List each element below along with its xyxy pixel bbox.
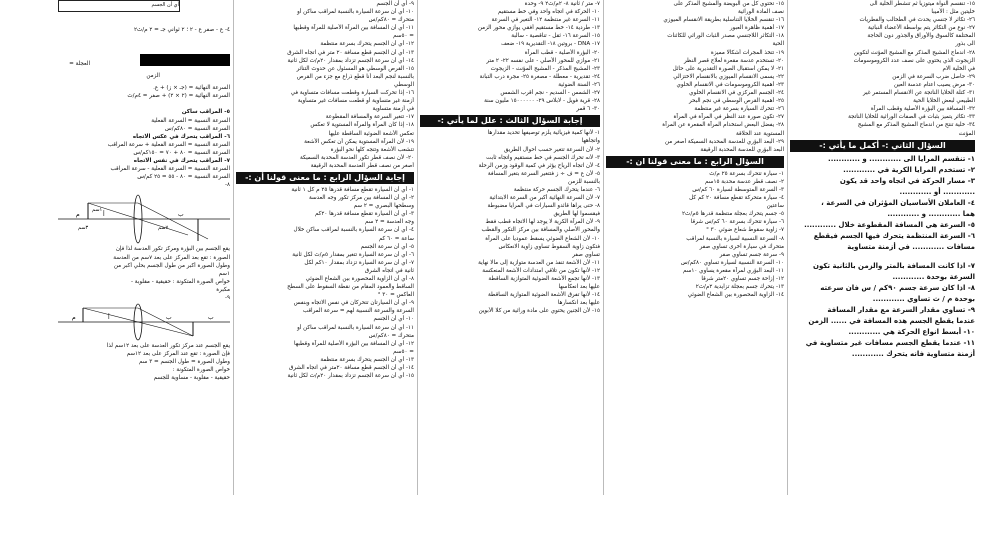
answer-line: ٢- نصف قطر عدسة محدبة ١٥سم xyxy=(705,178,784,185)
answer-line: ١٧- تتغير السرعة والمسافة المقطوعة xyxy=(325,114,414,121)
answer-line: ٨- اذا كان سرعة جسم ٩٠كم / س فان سرعته xyxy=(820,283,975,292)
answer-line: ٣- أي أن السيارة تقطع مسافة قدرها ٢٠كم xyxy=(314,211,414,218)
column-2 xyxy=(236,0,414,500)
answer-line: السرعة النهائية = (جـ × ز) + ع. xyxy=(153,85,230,92)
answer-line: = ٥٠سم xyxy=(393,348,414,355)
answer-line: ١١- لأن الأشعة تنفذ من العدسة متوازية إلى مالا نهاية xyxy=(478,259,600,266)
answer-line: العاكس = ٣٠ ° xyxy=(377,292,414,299)
answer-line: ٩- لأن المرآة الكرية لا يوجد لها الاتجاه قطب فقط xyxy=(485,219,600,226)
answer-line: ١٥- أي أن سرعة الجسم تزداد بمقدار ٢٠م/ث لكل ثانية xyxy=(287,373,414,380)
answer-line: ١٠- السرعة النسبية لسيارة تساوي ٨٠كم/س xyxy=(680,259,784,266)
diagram-label: م xyxy=(76,211,80,219)
answer-line: ١- لأنها كمية فيزيائية يلزم توصيفها تحديد مقدارها xyxy=(487,130,600,137)
diagram-label: ٧سم xyxy=(158,225,169,232)
answer-line: بالنسبة لنجم البعد أنا قطع ذراع مع جزء من القرص xyxy=(296,73,414,80)
answer-line: ٧- المراقب يتحرك في نفس الاتجاه xyxy=(133,158,230,165)
answer-line: ١٢- أي أن المسافة بين البؤرة الأصلية للمرآة وقطبها xyxy=(293,340,414,347)
answer-line: تعكس الأشعة الضوئية الساقطة عليها xyxy=(328,130,414,137)
answer-line: السرعة النسبية = ٨٠ + ٧٠ = ١٥٠كم/س xyxy=(133,149,230,156)
accel-label: العجلة = xyxy=(69,61,90,68)
answer-line: ٤- سيارة متحركة تقطع مسافة ٢٠ كم كل xyxy=(689,195,784,202)
answer-line: وطول الصورة = طول الجسم = ٣ سم xyxy=(139,359,230,366)
answer-line: ٧- أي أن سرعة السيارة تزداد بمقدار ١٠كم لكل xyxy=(304,259,414,266)
answer-line: السرعة النسبية = ٨٠ - ٥٥ = ٢٥ كم/س xyxy=(137,174,230,181)
answer-line: واتجاهها xyxy=(581,138,600,145)
answer-line: ١٥- تنقسم النواة ميتوزيا ثم تنشطر الخلية الى xyxy=(869,1,975,7)
answer-line: أزمنة متساوية فانه يتحرك ............ xyxy=(851,349,975,358)
answer-line: ٩- xyxy=(224,294,230,301)
answer-line: السرعة والسرعة النسبية لهم = سرعة المراقب xyxy=(302,308,414,315)
lens-diagram-1 xyxy=(58,189,230,245)
answer-line: ١٨- التكاثر اللاجنسي مصدر الثبات الوراثي للكائنات xyxy=(667,33,784,40)
column-4 xyxy=(606,0,784,500)
box-text: أي أن الجسم xyxy=(151,2,179,8)
answer-line: ٨- حتى يراها قائدو السيارات في المرايا مضبوطة xyxy=(487,203,600,210)
answer-line: ٢٩- البعد البؤري للعدسة المحدبة السميكة أصغر من xyxy=(664,138,784,145)
answer-line: ٣٤- خلية تنتج من اندماج المشيج المذكر مع المشيج xyxy=(857,122,975,129)
answer-line: ٣٠- مرض يصيب اعتام عدسة العين xyxy=(894,81,975,88)
answer-line: ٤- أي أن سرعة السيارة بالنسبة لمراقب ساكن خلال xyxy=(293,227,414,234)
answer-line: متحرك = ٨٠كم/س xyxy=(368,17,414,24)
answer-line: البعد البؤري للعدسة المحدبة الرقيقة xyxy=(700,146,784,153)
column-divider xyxy=(417,0,418,495)
answer-line: ١١- أي أن المسافة بين المرآة الأصلية للمرآة وقطبها xyxy=(293,25,414,32)
answer-line: هما ............ و ............ xyxy=(887,209,975,218)
answer-line: ١٤- أي أن سرعة الجسم تزداد بمقدار ٢٠م/ث لكل ثانية xyxy=(287,57,414,64)
answer-line: حقيقية - مقلوبة - مساوية للجسم xyxy=(153,375,230,382)
answer-line: ١٠- أبسط انواع الحركة هي ............ xyxy=(848,327,975,336)
answer-line: ١١- أي أن سرعة السيارة بالنسبة لمراقب ساكن أو xyxy=(297,324,414,331)
answer-line: ٥- لأن ع = ف ÷ ز فتتغير السرعة بتغير المسافة xyxy=(487,170,600,177)
answer-line: ١- أي أن السيارة تقطع مسافة قدرها ٢٥ م كل ١ ثانية xyxy=(291,186,414,193)
column-divider xyxy=(603,0,604,495)
answer-line: عليها بعد انعكاسها xyxy=(558,284,600,291)
answer-line: ٧- اذا كانت المسافة بالمتر والزمن بالثانية تكون xyxy=(813,261,975,270)
answer-line: ٢٧- الشمس - السديم - نجم أقرب الشمس xyxy=(500,90,600,97)
answer-line: في الخلية الام xyxy=(942,65,975,72)
answer-line: والمحور الأصلي والمسافة بين مركز التكور والقطب xyxy=(481,227,600,234)
diagram-label: ب xyxy=(166,314,172,322)
answer-line: ٢٦- السنة الضوئية xyxy=(558,81,600,88)
column-5 xyxy=(790,0,975,500)
answer-line: ٤- لأن اتجاه الرياح يؤثر في كمية الوقود وزمن الرحلة xyxy=(478,162,600,169)
answer-line xyxy=(790,253,975,261)
answer-line: ٢٧- نوع من التكاثر يتم بواسطة الأعضاء النباتية xyxy=(868,25,975,32)
answer-line: ٧- لأن السرعة النهائية أكبر من السرعة الابتدائية xyxy=(489,195,600,202)
answer-line: الزيجوت الذي يحتوي على نصف عدد الكروموسومات xyxy=(853,57,975,64)
answer-line: خواص الصورة المتكونة : xyxy=(172,367,230,374)
diagram-label: ب xyxy=(208,314,214,322)
answer-line: ١٣- يتحرك جسم بعجلة تزايدية ٢م/ث٢ xyxy=(695,284,784,291)
answer-line: ............ أو ............ xyxy=(899,187,975,196)
answer-line: فيقسموا لها الطريق xyxy=(553,211,600,218)
answer-line: = ٥٠سم xyxy=(393,33,414,40)
time-label: الزمن xyxy=(146,73,160,80)
answer-line: السرعة النسبية = السرعة الفعلية xyxy=(151,117,230,124)
lens-diagram-2 xyxy=(58,302,230,342)
answer-line: ٩- أي أن السيارتان تتحركان في نفس الاتجاه وبنفس xyxy=(293,300,414,307)
answer-line: المختلفة كالسوق والأوراق والجذور دون الحاجة xyxy=(867,33,975,40)
answer-line: السرعة بوحدة ............ xyxy=(892,272,975,281)
answer-line: ٢٨- اندماج المشيج المذكر مع المشيج المؤنث لتكوين xyxy=(853,49,975,56)
answer-line: ١٠- الحركة في اتجاه واحد وفي خط مستقيم xyxy=(497,9,600,16)
answer-line: أزمنة غير متساوية أو قطعت مسافات غير متساوية xyxy=(297,98,414,105)
answer-line: ٢٨- يفضل البعض استخدام المرآة المقعرة عن المرآة xyxy=(662,122,784,129)
answer-line: فتكون زاوية السقوط تساوي زاوية الانعكاس xyxy=(498,243,600,250)
answer-line: خواص الصورة المتكونة : حقيقية - مقلوبة - xyxy=(131,278,230,285)
answer-line: ١٠- أي أن سرعة السيارة بالنسبة لمراقب ساكن أو xyxy=(297,9,414,16)
answer-line: ٢٥- أهمية القرص الوسطي في نجم البحر xyxy=(688,98,784,105)
diagram-label: م xyxy=(72,314,76,322)
answer-line: ٢٩- حاصل ضرب السرعة في الزمن xyxy=(892,73,975,80)
answer-line: ٢١- لا يمكن استقبال الصورة التقديرية على حائل xyxy=(672,65,784,72)
answer-line: بوحدة م / ث تساوي ............ xyxy=(872,294,975,303)
answer-line: ٥- المراقب ساكن xyxy=(181,109,230,116)
answer-line: مكبرة xyxy=(216,286,230,293)
answer-line: ٨- xyxy=(224,182,230,189)
answer-line: ٣١- كتلة الخلايا الناتجة عن الانقسام المستمر غير xyxy=(862,90,975,97)
answer-line: ٤- العاملان الأساسيان المؤثران في السرعة ، xyxy=(821,198,975,207)
answer-line: ١٤- أي أن الجسم قطع مسافة ٢٠متر في اتجاه الشرق xyxy=(289,365,414,372)
answer-line: ١٥- السرعة ١٦- ثقل - تناقصية - سالبة xyxy=(511,33,600,40)
answer-line: ٢٠- البؤرة الأصلية - قطب المرآة xyxy=(524,49,600,56)
answer-line: ٢٢- يسمى الانقسام الميوزي بالانقسام الاختزالي xyxy=(673,73,784,80)
answer-line: ٢٦- تكاثر لا جنسي يحدث في الطحالب والفطريات xyxy=(859,17,975,24)
answer-line: ٦- المراقب يتحرك في عكس الاتجاه xyxy=(132,133,230,140)
answer-line: الى بذور xyxy=(955,41,975,48)
diagram-label: أ xyxy=(108,314,110,322)
answer-line: ١٧- أهمية ظاهرة العبور xyxy=(729,25,784,32)
answer-line: ٦- سيارة تتحرك بسرعة ٦٠ كم/س شرقا xyxy=(690,219,784,226)
answer-line: ٢٠- لأن نصف قطر تكور العدسة المحدبة السميكة xyxy=(300,154,414,161)
answer-line: ساعتين xyxy=(766,203,784,210)
answer-line: ٣٢- المسافة بين البؤرة الأصلية وقطب المرآة xyxy=(870,106,975,113)
answer-line: متحرك = ٨٠كم/س xyxy=(368,332,414,339)
answer-line: عندما يقطع الجسم هذه المسافة في ...... الزمن xyxy=(808,316,975,325)
answer-line: ٤- ع - صفر ع - ٢ ؛ ٢ ثواني جـ = ٢ م/ث٢ xyxy=(133,27,230,33)
column-3 xyxy=(420,0,600,500)
section-header: السؤال الثاني :- أكمل ما يأتي :- xyxy=(790,140,975,152)
answer-line: ٢٠- تستخدم عدسة مقعرة لعلاج قصر النظر xyxy=(683,57,784,64)
answer-line: ٥- السرعة هي المسافة المقطوعة خلال ............ xyxy=(804,220,975,229)
answer-line: ٢- تستخدم المرايا الكرية في ............ xyxy=(843,165,975,174)
answer-line: يقع الجسم بين البؤرة ومركز تكور العدسة لذا فإن xyxy=(115,246,230,253)
answer-line: المؤنث xyxy=(958,130,975,137)
answer-line: ١٣- أي أن الجسم قطع مسافة ٢٠ متر في اتجاه الشرق xyxy=(287,49,414,56)
answer-line: ٦- أي أن سرعة السيارة تتغير بمقدار ٥م/ث لكل ثانية xyxy=(292,251,414,258)
answer-line: ٧- متر / ثانية ٨- ٢م/ث٢ ٩- وحدة xyxy=(524,1,600,7)
answer-line: ٣- مسار الحركة في اتجاه واحد قد يكون xyxy=(839,176,975,185)
answer-line: ١٦- تنقسم الخلايا التناسلية بطريقة الانقسام الميوزي xyxy=(663,17,784,24)
answer-line: ١٢- إزاحة جسم تساوي ٢٠متر شرقا xyxy=(701,276,784,282)
answer-line: نصف المادة الوراثية xyxy=(737,9,784,16)
answer-line: ٢- أي أن المسافة بين مركز تكور وجه العدسة xyxy=(308,195,414,202)
section-header: إجابة السؤال الثالث : علل لما يأتي :- xyxy=(420,115,600,127)
answer-line: ١٥- تحتوي كل من البويضة والمشيج المذكر على xyxy=(673,1,784,7)
answer-line: وجه العدسة = ٢ سم xyxy=(365,219,414,226)
answer-line: الطبيعي لبعض الخلايا الحية xyxy=(913,98,975,105)
answer-line: ٧- زاوية سقوط شعاع ضوئي ٣٠ ° xyxy=(706,227,784,234)
answer-line: ١- سيارة تتحرك بسرعة ٢٥ م/ث xyxy=(709,170,784,177)
diagram-label: ١سم xyxy=(92,207,103,214)
answer-line: ١١- السرعة غير منتظمة ١٢- التغير في السرعة xyxy=(491,17,600,24)
answer-line: بالنسبة للزمن xyxy=(567,178,600,185)
answer-line: وطول الصورة أكبر من طول الجسم بحلي أكبر من xyxy=(113,262,230,269)
answer-line: مسافات ............ في أزمنة متساوية xyxy=(847,242,975,251)
answer-line: ٩- أي أن الجسم xyxy=(376,1,414,7)
answer-line: ١٥- لأن الجنين يحتوي على مادة وراثية من كلا الأبوين xyxy=(478,308,600,315)
answer-line: الساقط والعمود المقام من نقطة السقوط على السطح xyxy=(287,284,414,291)
answer-line: ثانية في اتجاه الشرق xyxy=(364,267,414,274)
answer-line: السرعة النسبية = السرعة الفعلية - سرعة المراقب xyxy=(110,166,230,173)
answer-line: السرعة النهائية = (٢ × ٢) + صفر = ٤م/ث xyxy=(127,93,230,100)
answer-line: ٣٠- ٦ قمر xyxy=(576,106,600,113)
answer-line: ٨- أي أن الزاوية المحصورة بين الشعاع الضوئي xyxy=(305,276,414,282)
answer-line: ١٨- إذا كان المرآة والمرآة المستوية لا تعكس xyxy=(310,122,414,129)
answer-line: ٥- أي أن سرعة الجسم xyxy=(360,243,414,250)
answer-line: خليتين مثل : الأميبا xyxy=(931,9,975,16)
answer-line: ١٠- أي أن الجسم xyxy=(373,316,414,323)
answer-line: أصغر من نصف قطر العدسة المحدبة الرقيقة xyxy=(310,162,414,169)
answer-line: عليها بعد انكسارها xyxy=(557,300,600,307)
answer-line: ٢٨- قرية فويل - لابلاس ٢٩- ١٥٠٠٠٠٠٠ مليون سنة xyxy=(484,98,600,105)
answer-line: ٢٦- تتحرك السيارة بسرعة غير منتظمة xyxy=(694,106,784,113)
column-divider xyxy=(787,0,788,495)
answer-line: الوسطي xyxy=(393,81,414,88)
column-divider xyxy=(233,0,234,495)
diagram-label: أ xyxy=(103,211,105,219)
answer-line: الحية xyxy=(772,41,784,48)
column-1 xyxy=(58,0,230,500)
answer-line: تساوي صفر xyxy=(572,251,600,258)
answer-line: ١سم xyxy=(218,270,230,277)
answer-line: ١١- البعد البؤري لمرآة مقعرة يساوي ١٠سم xyxy=(682,267,784,274)
answer-line: ٢١- موازي للمحور الأصلي - على نفسه ٢٢- ٢ متر xyxy=(486,57,600,64)
answer-line: ٣٣- تكاثر يتميز بثبات في الصفات الوراثية للخلايا الناتجة xyxy=(848,114,975,121)
answer-line: المستوية عند الحلاقة xyxy=(735,130,784,137)
answer-line: تتشعب الأشعة وتتجه كلها نحو البؤرة xyxy=(330,146,414,153)
answer-line: وسطحها البصري = ٢ سم xyxy=(353,203,414,210)
answer-line: ٢- لأن السرعة تتغير حسب أحوال الطريق xyxy=(503,146,600,153)
diagram-label: ٣سم xyxy=(78,225,89,232)
answer-line: ١٩- لأن المرآة المستوية يمكن أن تعكس الأشعة xyxy=(304,138,414,145)
answer-line: ٥- جسم يتحرك بعجلة منتظمة قدرها ٥م/ث٢ xyxy=(682,211,784,218)
answer-line: ٢٣- أهمية الكروموسومات في الانقسام الخلوي xyxy=(676,81,784,88)
top-box xyxy=(58,0,180,12)
answer-line: السرعة النسبية = ٨٠كم/س xyxy=(164,125,230,132)
answer-line: ١٢- لأنها تكون من تلاقي امتدادات الأشعة المنعكسة xyxy=(482,267,600,274)
answer-line: ٣- السرعة المتوسطة لسيارة ٦٠ كم/س xyxy=(692,186,784,193)
section-header: إجابة السؤال الرابع : ما معنى قولنا أن :- xyxy=(236,172,414,184)
answer-line: ١٠- لأن الشعاع الضوئي يسقط عموديا على المرآة xyxy=(485,235,600,242)
answer-line: ١٧- DNA - بروتين ١٨- التقديرية ١٩- ضعف xyxy=(501,41,600,48)
answer-line: ٢٧- تكون صورة عند النظر في المرآة في المرآة xyxy=(673,114,784,121)
answer-line: ٢٤- تقديرية - معطلة - مصغرة ٢٥- مجرة درب التبانة xyxy=(479,73,600,80)
answer-line: في أزمنة متساوية xyxy=(372,106,414,113)
answer-line: ٦- السرعة المنتظمة يتحرك فيها الجسم فيقطع xyxy=(813,231,975,240)
answer-line: ١٤- لأنها تفرق الأشعة الضوئية المتوازية الساقطة xyxy=(487,292,600,299)
answer-line: ٣- لأنه تحرك الجسم في خط مستقيم واتجاه ثابت xyxy=(486,154,600,161)
answer-line: يقع الجسم عند مركز تكور العدسة على بعد ١٢سم لذا xyxy=(106,343,230,350)
answer-line: ٢٤- الجسم المركزي في الانقسام الخلوي xyxy=(689,90,784,97)
answer-line: متحرك في سيارة أخرى تساوي صفر xyxy=(699,243,784,250)
answer-line: ١٩- تتخذ المجرات أشكالا مميزة xyxy=(710,49,784,56)
answer-line: ١٣- أي أن الجسم يتحرك بسرعة منتظمة xyxy=(320,356,414,363)
answer-line: السرعة النسبية = السرعة الفعلية + سرعة المراقب xyxy=(107,141,230,148)
answer-line: ١٥- القرص الوسطي هو المسئول عن حدوث التناثر xyxy=(296,65,414,72)
answer-line: فإن الصورة : تقع عند المركز على بعد ١٢سم xyxy=(126,351,230,358)
answer-line: ساعة = ٦٠ كم xyxy=(378,235,414,242)
answer-line: ١٣- طردية ١٤- خط مستقيم أفقي يوازي محور الزمن xyxy=(477,25,600,32)
answer-line: ١- تنقسم المرايا الى ............ و ............ xyxy=(828,154,975,163)
answer-line: الصورة : تقع بعد المركز على بعد ٧سم من العدسة xyxy=(113,254,230,261)
answer-line: ٩- تساوي مقدار السرعة مع مقدار المسافة xyxy=(827,305,975,314)
answer-line: ١٣- لأنها تجمع الأشعة الضوئية المتوازية الساقطة xyxy=(488,276,600,282)
answer-line: ٨- السرعة النسبية لسيارة بالنسبة لمراقب xyxy=(686,235,784,242)
answer-line: ٢٣- المشيج المذكر - المشيج المؤنث - الزيجوت xyxy=(490,65,600,72)
diagram-label: ب xyxy=(178,211,184,219)
answer-line: ١١- عندما يقطع الجسم مسافات غير متساوية في xyxy=(805,338,975,347)
answer-line: ١٢- أي أن الجسم يتحرك بسرعة منتظمة xyxy=(320,41,414,48)
section-header: السؤال الرابع : ما معنى قولنا ان :- xyxy=(606,156,784,168)
answer-line: ١٦- إذا تحركت السيارة وقطعت مسافات متساوية في xyxy=(290,90,414,97)
answer-line: ١٤- الزاوية المحصورة بين الشعاع الضوئي xyxy=(687,292,784,299)
answer-line: ٩- سرعة جسم تساوي صفر xyxy=(719,251,784,258)
answer-line: ٦- عندما يتحرك الجسم حركة منتظمة xyxy=(513,186,600,193)
